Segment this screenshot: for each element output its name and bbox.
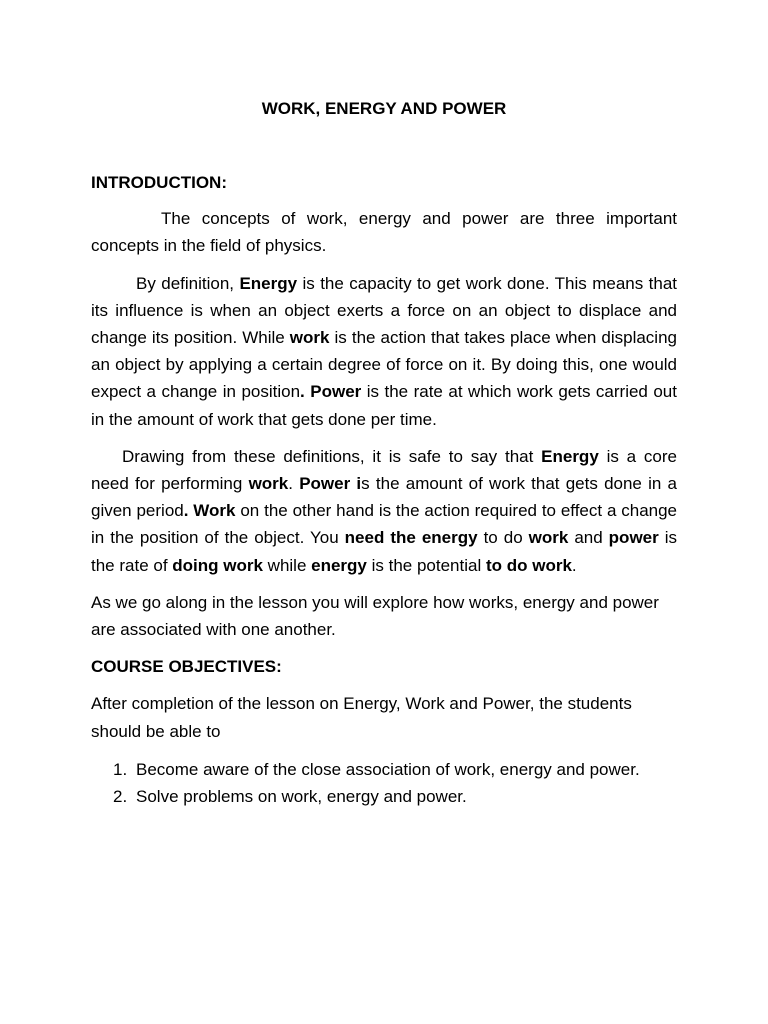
text-run: is the rate of — [91, 528, 677, 575]
text-run: is the rate at which work gets carried out in the amount of work that gets done per time. — [91, 382, 677, 429]
bold-term: Energy — [239, 273, 298, 293]
introduction-heading: INTRODUCTION: — [91, 173, 227, 192]
bold-term: . Power — [300, 382, 362, 402]
bold-term: to do work — [485, 555, 572, 575]
text-run: is the capacity to get work done. This means that its influence is when an object exerts a force on an object to displace and change its position. While — [91, 273, 677, 348]
text-run: s the amount of work that gets done in a given period — [91, 474, 678, 521]
objectives-list — [91, 756, 677, 810]
text-run: . — [571, 555, 577, 575]
bold-term: power — [608, 528, 659, 548]
text-run: while — [262, 555, 312, 575]
text-run: Drawing from these definitions, it is safe to say that — [122, 446, 542, 466]
list-item — [91, 783, 641, 810]
intro-paragraph-4: As we go along in the lesson you will explore how works, energy and power are associated with one another. — [91, 592, 659, 640]
text-run: is a core need for performing — [91, 446, 677, 494]
document-title: WORK, ENERGY AND POWER — [261, 99, 507, 118]
list-number: 2. — [113, 787, 128, 807]
document-page — [91, 95, 677, 810]
text-run: is the potential — [366, 555, 486, 575]
intro-paragraph-2 — [91, 270, 677, 433]
intro-paragraph-1: The concepts of work, energy and power are three important concepts in the field of physics. — [91, 209, 677, 256]
list-item-text: Become aware of the close association of work, energy and power. — [136, 759, 640, 779]
bold-term: . Work — [183, 501, 236, 521]
bold-term: energy — [311, 555, 367, 575]
bold-term: work — [528, 528, 569, 548]
bold-term: work — [289, 328, 330, 348]
bold-term: need the energy — [344, 528, 478, 548]
list-item-text: Solve problems on work, energy and power. — [136, 787, 467, 807]
text-run: to do — [477, 528, 529, 548]
text-run: . — [288, 474, 300, 494]
course-objectives-heading: COURSE OBJECTIVES: — [91, 657, 282, 677]
text-run: and — [568, 528, 609, 548]
bold-term: work — [248, 474, 289, 494]
text-run: By definition, — [136, 273, 240, 293]
bold-term: Energy — [541, 446, 599, 466]
text-run: on the other hand is the action required to effect a change in the position of the object. You — [91, 501, 678, 548]
intro-paragraph-3 — [91, 443, 677, 579]
list-number: 1. — [113, 759, 128, 779]
text-run: is the action that takes place when displacing an object by applying a certain degree of force on it. By doing this, one would expect a change in position — [91, 328, 677, 402]
bold-term: Power i — [299, 474, 362, 494]
list-item — [91, 756, 641, 783]
bold-term: doing work — [172, 555, 263, 575]
objectives-intro: After completion of the lesson on Energy, Work and Power, the students should be able to — [91, 694, 632, 741]
